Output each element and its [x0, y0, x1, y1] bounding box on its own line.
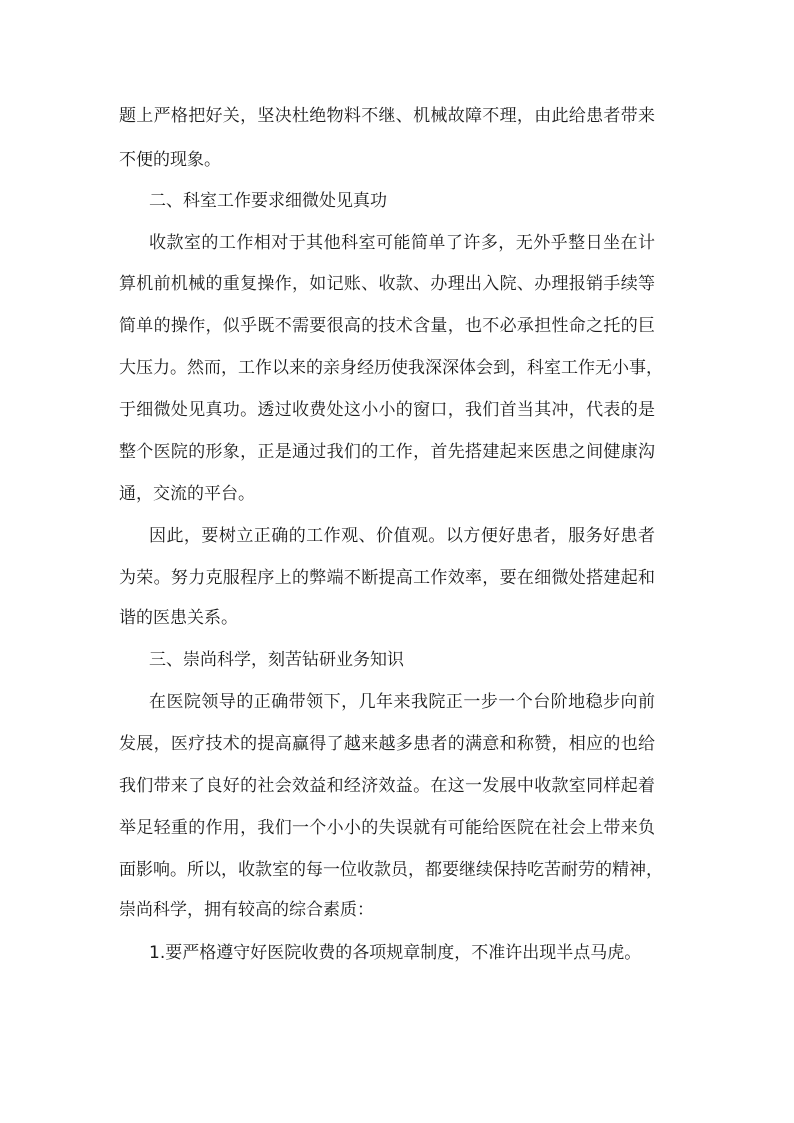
section-heading-2: 二、科室工作要求细微处见真功 — [149, 191, 387, 211]
paragraph-line: 算机前机械的重复操作，如记账、收款、办理出入院、办理报销手续等 — [119, 274, 655, 294]
paragraph-line: 面影响。所以，收款室的每一位收款员，都要继续保持吃苦耐劳的精神， — [119, 860, 663, 880]
paragraph-line: 通，交流的平台。 — [119, 484, 255, 504]
paragraph-line: 收款室的工作相对于其他科室可能简单了许多，无外乎整日坐在计 — [149, 233, 655, 253]
paragraph-line: 在医院领导的正确带领下，几年来我院正一步一个台阶地稳步向前 — [149, 692, 655, 712]
section-heading-3: 三、崇尚科学，刻苦钻研业务知识 — [149, 650, 404, 670]
paragraph-line: 大压力。然而，工作以来的亲身经历使我深深体会到，科室工作无小事， — [119, 358, 663, 378]
paragraph-line: 举足轻重的作用，我们一个小小的失误就有可能给医院在社会上带来负 — [119, 818, 655, 838]
paragraph-line: 整个医院的形象，正是通过我们的工作，首先搭建起来医患之间健康沟 — [119, 442, 655, 462]
paragraph-line: 题上严格把好关，坚决杜绝物料不继、机械故障不理，由此给患者带来 — [119, 106, 655, 126]
paragraph-line: 崇尚科学，拥有较高的综合素质： — [119, 900, 374, 920]
paragraph-line: 因此，要树立正确的工作观、价值观。以方便好患者，服务好患者 — [149, 526, 655, 546]
paragraph-line: 我们带来了良好的社会效益和经济效益。在这一发展中收款室同样起着 — [119, 776, 655, 796]
paragraph-line: 为荣。努力克服程序上的弊端不断提高工作效率，要在细微处搭建起和 — [119, 568, 655, 588]
list-item-1: 1.要严格遵守好医院收费的各项规章制度，不准许出现半点马虎。 — [149, 943, 642, 963]
paragraph-line: 发展，医疗技术的提高赢得了越来越多患者的满意和称赞，相应的也给 — [119, 734, 655, 754]
paragraph-line: 简单的操作，似乎既不需要很高的技术含量，也不必承担性命之托的巨 — [119, 316, 655, 336]
paragraph-line: 不便的现象。 — [119, 150, 221, 170]
paragraph-line: 于细微处见真功。透过收费处这小小的窗口，我们首当其冲，代表的是 — [119, 400, 655, 420]
paragraph-line: 谐的医患关系。 — [119, 608, 238, 628]
